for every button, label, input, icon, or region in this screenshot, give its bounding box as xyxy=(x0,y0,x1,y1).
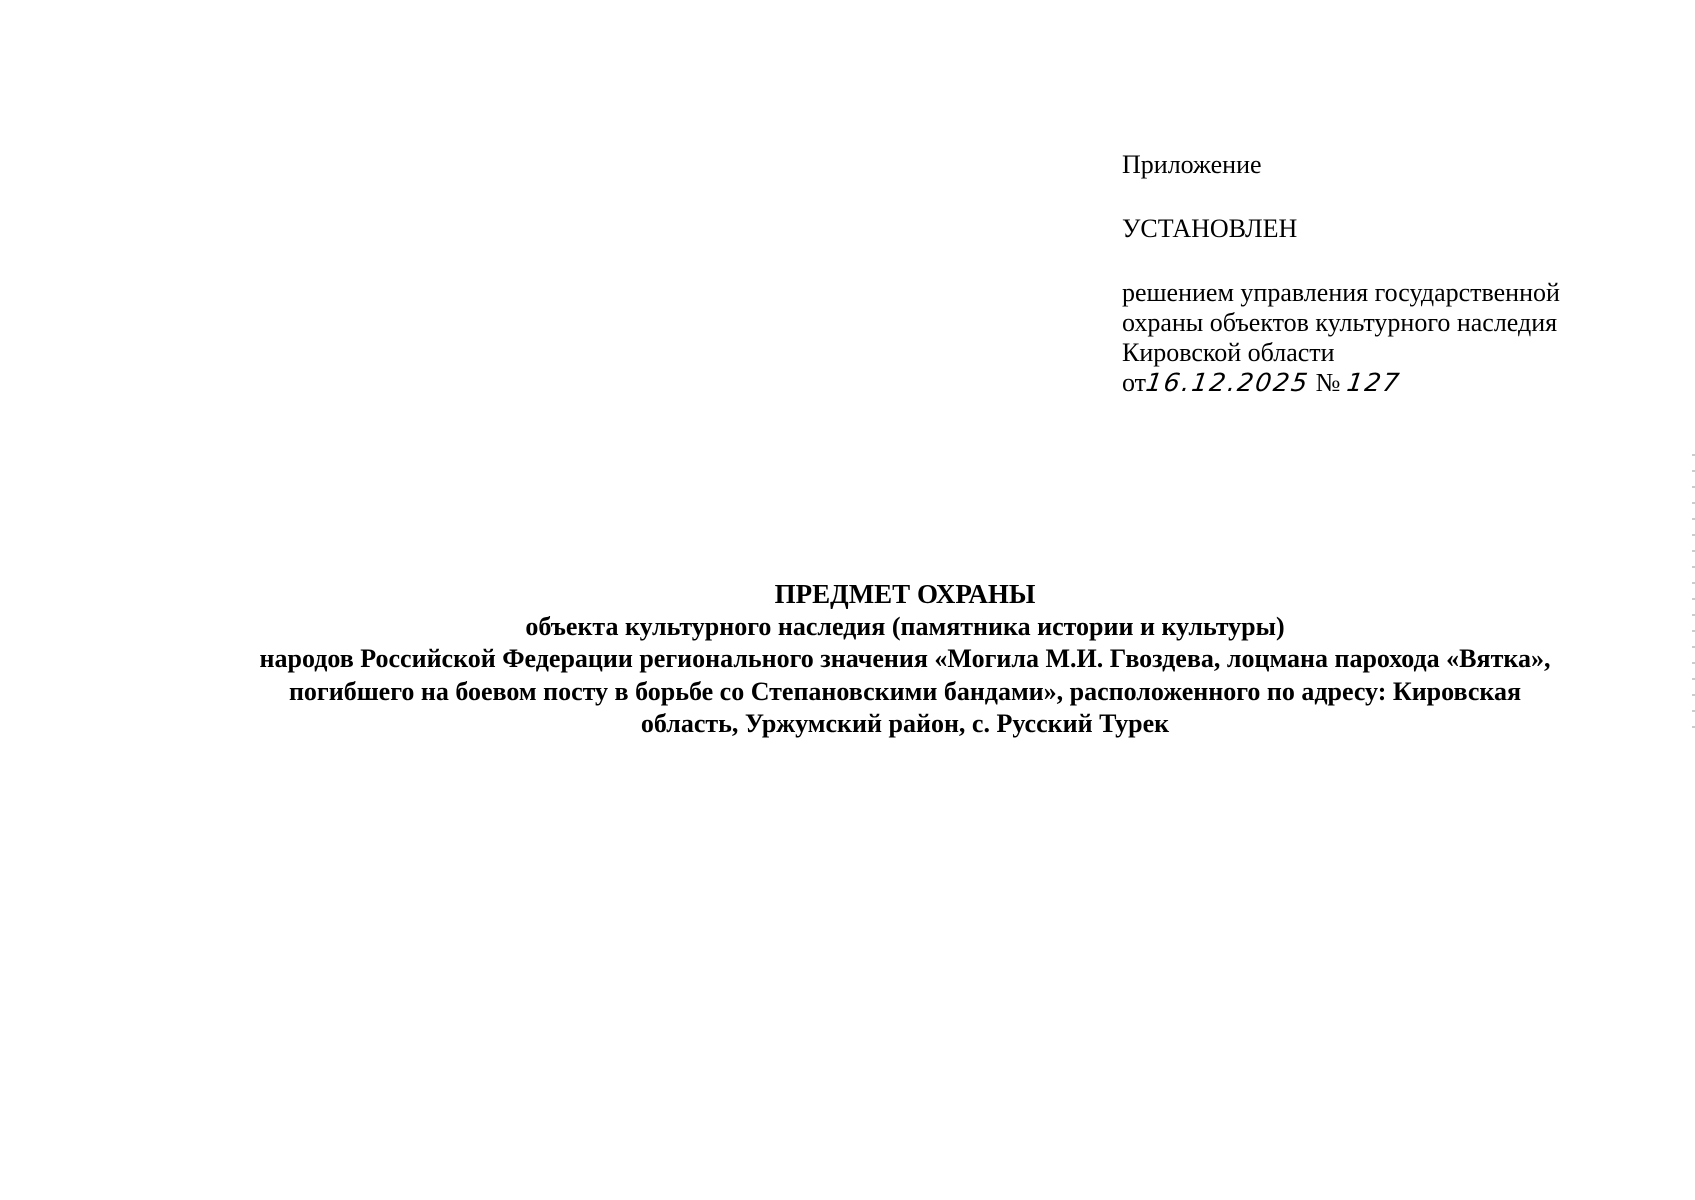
decision-line-3: Кировской области xyxy=(1122,338,1335,367)
date-prefix: от xyxy=(1122,368,1147,397)
decision-line-1: решением управления государственной xyxy=(1122,278,1560,307)
title-line-4: область, Уржумский район, с. Русский Турек xyxy=(640,709,1170,738)
title-line-1: объекта культурного наследия (памятника истории и культуры) xyxy=(525,611,1285,641)
decision-line-2: охраны объектов культурного наследия xyxy=(1122,308,1558,337)
appendix-label: Приложение xyxy=(1122,150,1262,179)
title-line-3: погибшего на боевом посту в борьбе со Степановскими бандами», расположенного по адресу: Кировская xyxy=(288,676,1522,706)
document-title xyxy=(0,578,1695,741)
title-heading: ПРЕДМЕТ ОХРАНЫ xyxy=(774,579,1036,609)
date-number-line xyxy=(1122,368,1560,398)
handwritten-date: 16.12.2025 xyxy=(1144,368,1312,397)
handwritten-number: 127 xyxy=(1345,368,1403,397)
number-sign: № xyxy=(1315,368,1341,397)
approved-label: УСТАНОВЛЕН xyxy=(1122,214,1298,243)
approval-block xyxy=(1122,150,1560,398)
title-line-2: народов Российской Федерации регионального значения «Могила М.И. Гвоздева, лоцмана парохода «Вятка», xyxy=(259,644,1551,673)
